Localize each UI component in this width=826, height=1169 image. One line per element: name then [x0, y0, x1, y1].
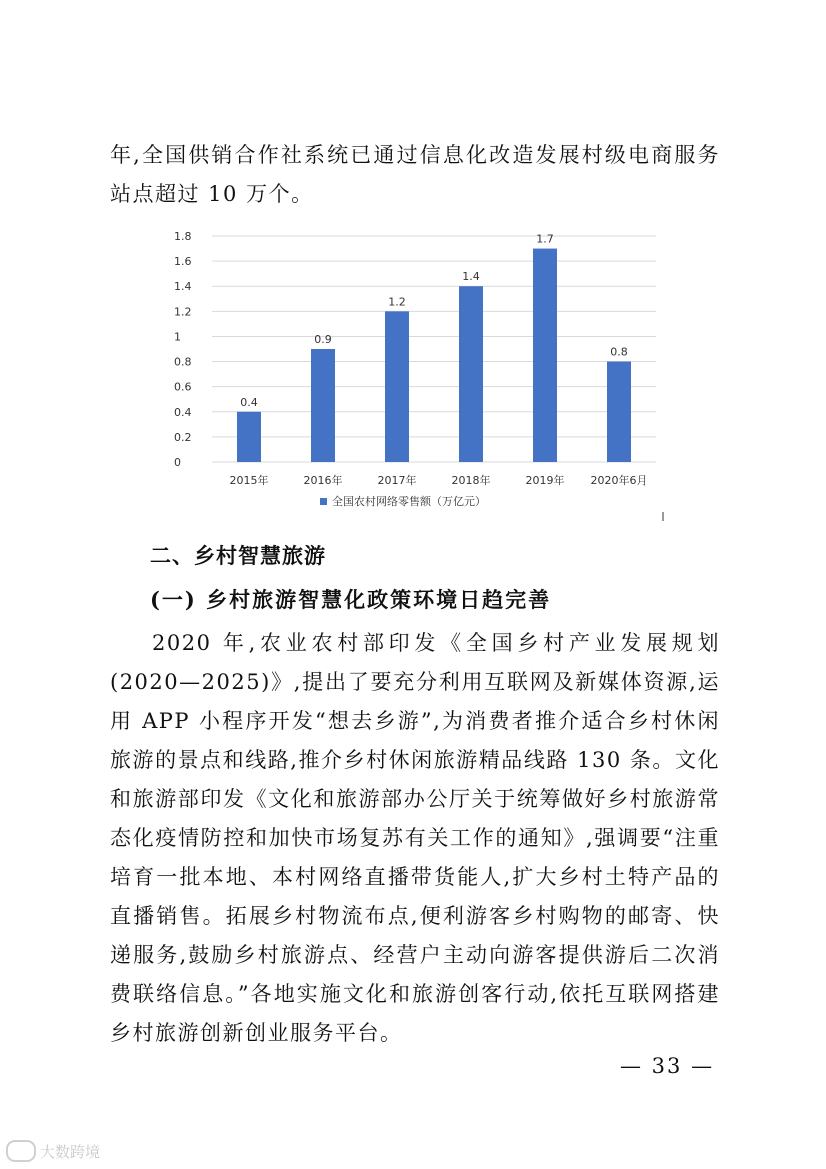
- bar: [607, 362, 631, 462]
- data-label: 1.4: [462, 270, 480, 284]
- x-tick-label: 2016年: [303, 474, 343, 487]
- y-tick-label: 0.2: [174, 430, 192, 444]
- bar: [385, 311, 409, 462]
- y-tick-label: 1.8: [174, 230, 192, 243]
- bar: [311, 349, 335, 462]
- legend-label: 全国农村网络零售额（万亿元）: [332, 495, 486, 508]
- data-label: 1.7: [536, 232, 554, 246]
- x-tick-label: 2019年: [525, 474, 565, 487]
- section-heading: 二、乡村智慧旅游: [150, 544, 326, 568]
- x-tick-label: 2018年: [451, 474, 491, 487]
- watermark-logo-icon: [6, 1140, 36, 1162]
- legend-swatch: [320, 498, 327, 505]
- data-label: 1.2: [388, 295, 406, 309]
- data-label: 0.9: [314, 333, 332, 346]
- y-tick-label: 0.8: [174, 355, 192, 369]
- y-tick-label: 1.2: [174, 305, 192, 319]
- watermark-text: 大数跨境: [40, 1142, 101, 1161]
- paragraph-1: 年,全国供销合作社系统已通过信息化改造发展村级电商服务站点超过 10 万个。: [110, 143, 720, 206]
- x-tick-label: 2017年: [377, 474, 417, 487]
- paragraph-2: 2020 年,农业农村部印发《全国乡村产业发展规划(2020—2025)》,提出了要充分利用互联网及新媒体资源,运用 APP 小程序开发“想去乡游”,为消费者推介适合乡村休闲旅游的景点和线路,推介乡村休闲旅游精品线路 130 条。文化和旅游部印发《文化和旅游部办公厅关于统筹做好乡村旅游常态化疫情防控和加快市场复苏有关工作的通知》,强调要“注重培育一批本地、本村网络直播带货能人,扩大乡村土特产品的直播销售。拓展乡村物流布点,便利游客乡村购物的邮寄、快递服务,鼓励乡村旅游点、经营户主动向游客提供游后二次消费联络信息。”各地实施文化和旅游创客行动,依托互联网搭建乡村旅游创新创业服务平台。: [110, 631, 720, 1045]
- subsection-heading: (一) 乡村旅游智慧化政策环境日趋完善: [150, 587, 552, 612]
- chart-svg: [160, 222, 666, 522]
- bar: [533, 249, 557, 462]
- y-tick-label: 1: [174, 330, 181, 344]
- x-tick-label: 2020年6月: [590, 474, 648, 487]
- x-tick-label: 2015年: [229, 474, 269, 487]
- bar-chart: [160, 222, 666, 522]
- data-label: 0.4: [240, 395, 258, 409]
- y-tick-label: 0.4: [174, 405, 192, 419]
- page-number: — 33 —: [620, 1054, 715, 1078]
- y-tick-label: 1.6: [174, 255, 192, 269]
- watermark: [6, 1140, 100, 1162]
- y-tick-label: 1.4: [174, 280, 192, 294]
- y-tick-label: 0.6: [174, 380, 192, 394]
- data-label: 0.8: [610, 345, 628, 359]
- y-tick-label: 0: [174, 456, 181, 469]
- bar: [459, 286, 483, 462]
- bar: [237, 412, 261, 462]
